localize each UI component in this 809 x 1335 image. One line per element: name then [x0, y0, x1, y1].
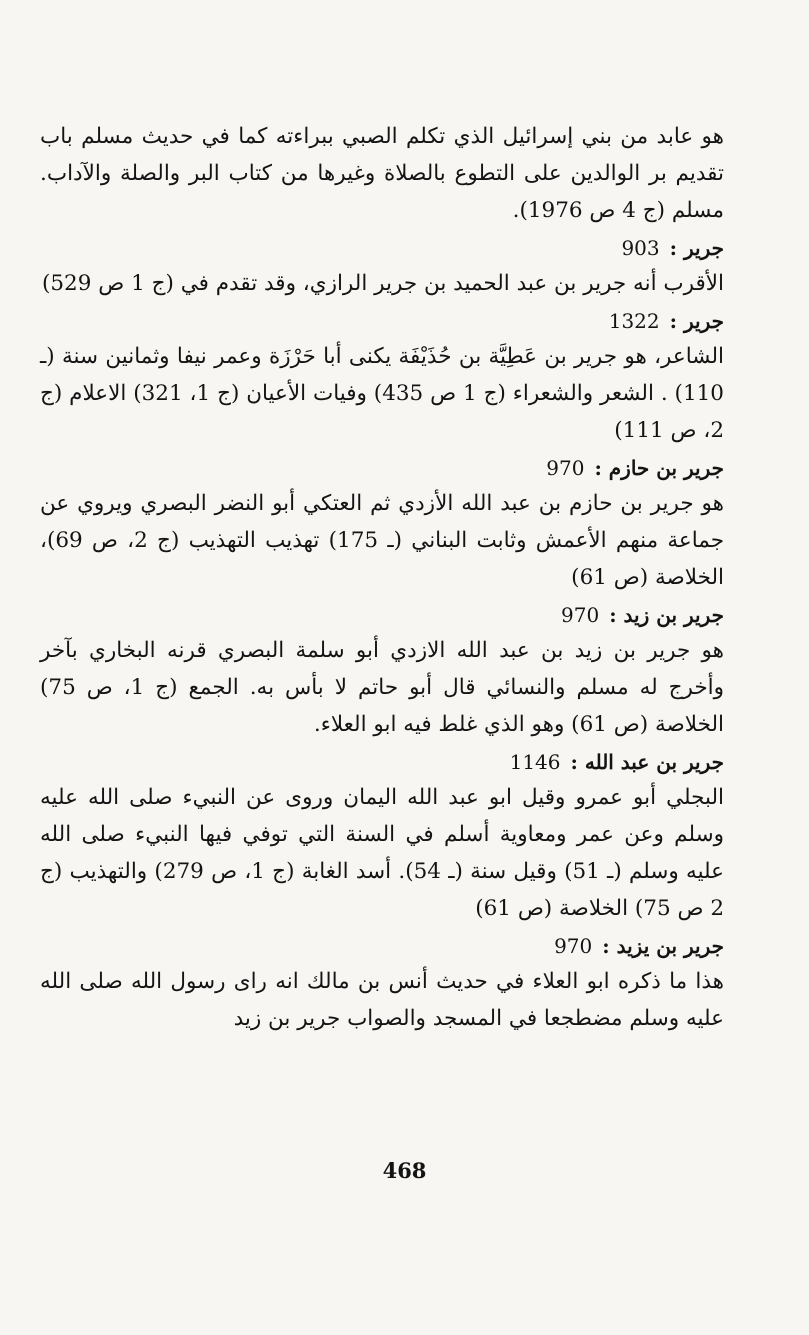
entry-jarir-ibn-yazid: [40, 929, 724, 1037]
entry-text: هذا ما ذكره ابو العلاء في حديث أنس بن مالك انه راى رسول الله صلى الله عليه وسلم مضطجعا في المسجد والصواب جرير بن زيد: [40, 969, 724, 1031]
entry-text: البجلي أبو عمرو وقيل ابو عبد الله اليمان وروى عن النبيء صلى الله عليه وسلم وعن عمر ومعاوية أسلم في السنة التي توفي فيها النبيء صلى الله عليه وسلم (ـ 51) وقيل سنة (ـ 54). أسد الغابة (ج 1، ص 279) والتهذيب (ج 2 ص 75) الخلاصة (ص 61): [40, 785, 725, 921]
entry-name: جرير :: [669, 309, 724, 333]
entry-heading: [40, 745, 724, 779]
entry-text: الشاعر، هو جرير بن عَطِيَّة بن حُذَيْفَة يكنى أبا حَرْزَة وعمر نيفا وثمانين سنة (ـ 110) . الشعر والشعراء (ج 1 ص 435) وفيات الأعيان (ج 1، 321) الاعلام (ج 2، ص 111): [40, 344, 724, 443]
entry-name: جرير بن يزيد :: [602, 934, 724, 958]
entry-heading: [40, 231, 724, 265]
entry-number: 970: [546, 456, 585, 480]
entry-number: 1146: [509, 750, 561, 774]
entry-jarir-903: [40, 231, 724, 302]
entry-name: جرير بن عبد الله :: [570, 750, 724, 774]
entry-heading: [40, 451, 724, 485]
entry-text: الأقرب أنه جرير بن عبد الحميد بن جرير الرازي، وقد تقدم في (ج 1 ص 529): [41, 271, 724, 296]
entry-number: 903: [621, 236, 660, 260]
entry-jarir-1322: [40, 304, 724, 449]
entry-heading: [40, 598, 724, 632]
entry-jarir-ibn-zayd: [40, 598, 724, 743]
entry-number: 970: [554, 934, 593, 958]
entry-name: جرير بن حازم :: [594, 456, 724, 480]
entry-number: 970: [561, 603, 600, 627]
entry-heading: [40, 304, 724, 338]
page-number: 468: [382, 1158, 427, 1183]
entry-heading: [40, 929, 724, 963]
entry-text: هو جرير بن حازم بن عبد الله الأزدي ثم العتكي أبو النضر البصري ويروي عن جماعة منهم الأعمش وثابت البناني (ـ 175) تهذيب التهذيب (ج 2، ص 69)، الخلاصة (ص 61): [40, 491, 725, 590]
entry-name: جرير :: [669, 236, 724, 260]
entry-text: هو جرير بن زيد بن عبد الله الازدي أبو سلمة البصري قرنه البخاري بآخر وأخرج له مسلم والنسائي قال أبو حاتم لا بأس به. الجمع (ج 1، ص 75) الخلاصة (ص 61) وهو الذي غلط فيه ابو العلاء.: [40, 638, 724, 737]
entry-jarir-ibn-hazim: [40, 451, 724, 596]
page-body: [40, 118, 724, 1037]
entry-jarir-ibn-abdallah: [40, 745, 724, 927]
entry-number: 1322: [608, 309, 660, 333]
intro-paragraph: هو عابد من بني إسرائيل الذي تكلم الصبي ببراءته كما في حديث مسلم باب تقديم بر الوالدين على التطوع بالصلاة وغيرها من كتاب البر والصلة والآداب. مسلم (ج 4 ص 1976).: [40, 124, 724, 223]
entry-name: جرير بن زيد :: [609, 603, 724, 627]
